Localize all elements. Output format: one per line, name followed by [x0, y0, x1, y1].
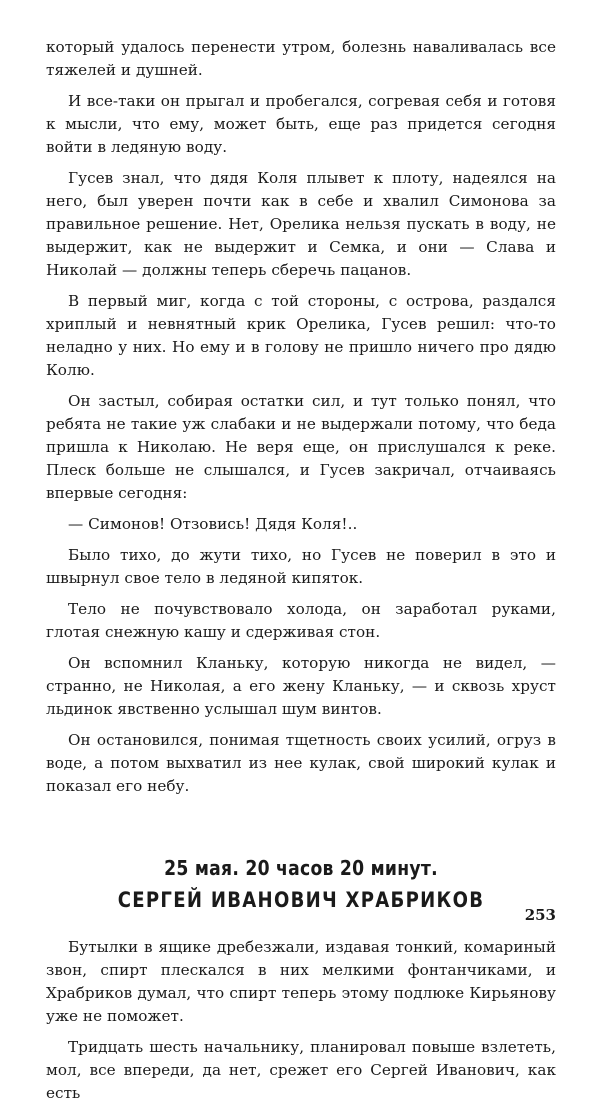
paragraph: Гусев знал, что дядя Коля плывет к плоту, надеялся на него, был уверен почти как в себе и хвалил Симонова за правильное решение. Нет, Орелика нельзя пускать в воду, не выдержит, как не выдержит и Семка, и они — Слава и Николай — должны теперь сберечь пацанов. [46, 169, 556, 279]
dialogue-line: — Симонов! Отзовись! Дядя Коля!.. [68, 515, 358, 533]
paragraph: Было тихо, до жути тихо, но Гусев не поверил в это и швырнул свое тело в ледяной кипяток. [46, 546, 556, 587]
chapter-name-heading: СЕРГЕЙ ИВАНОВИЧ ХРАБРИКОВ [117, 888, 485, 912]
paragraph: Он вспомнил Кланьку, которую никогда не видел, — странно, не Николая, а его жену Кланьку, — и сквозь хруст льдинок явственно услышал шум винтов. [46, 654, 556, 718]
paragraph: И все-таки он прыгал и пробегался, согревая себя и готовя к мысли, что ему, может быть, еще раз придется сегодня войти в ледяную воду. [46, 92, 556, 156]
book-page [46, 36, 556, 1113]
paragraph: Тридцать шесть начальнику, планировал повыше взлететь, мол, все впереди, да нет, срежет его Сергей Иванович, как есть [46, 1038, 556, 1102]
page-number: 253 [524, 906, 556, 924]
paragraph: который удалось перенести утром, болезнь наваливалась все тяжелей и душней. [46, 38, 556, 79]
section-spacer [46, 806, 556, 852]
paragraph: Тело не почувствовало холода, он заработал руками, глотая снежную кашу и сдерживая стон. [46, 600, 556, 641]
paragraph: Он застыл, собирая остатки сил, и тут только понял, что ребята не такие уж слабаки и не выдержали потому, что беда пришла к Николаю. Не веря еще, он прислушался к реке. Плеск больше не слышался, и Гусев закричал, отчаиваясь впервые сегодня: [46, 392, 556, 502]
paragraph: Бутылки в ящике дребезжали, издавая тонкий, комариный звон, спирт плескался в них мелкими фонтанчиками, и Храбриков думал, что спирт теперь этому подлюке Кирьянову уже не поможет. [46, 938, 556, 1025]
paragraph: Он остановился, понимая тщетность своих усилий, огруз в воде, а потом выхватил из нее кулак, свой широкий кулак и показал его небу. [46, 731, 556, 795]
paragraph: В первый миг, когда с той стороны, с острова, раздался хриплый и невнятный крик Орелика, Гусев решил: что-то неладно у них. Но ему и в голову не пришло ничего про дядю Колю. [46, 292, 556, 379]
chapter-date-heading: 25 мая. 20 часов 20 минут. [164, 856, 438, 880]
